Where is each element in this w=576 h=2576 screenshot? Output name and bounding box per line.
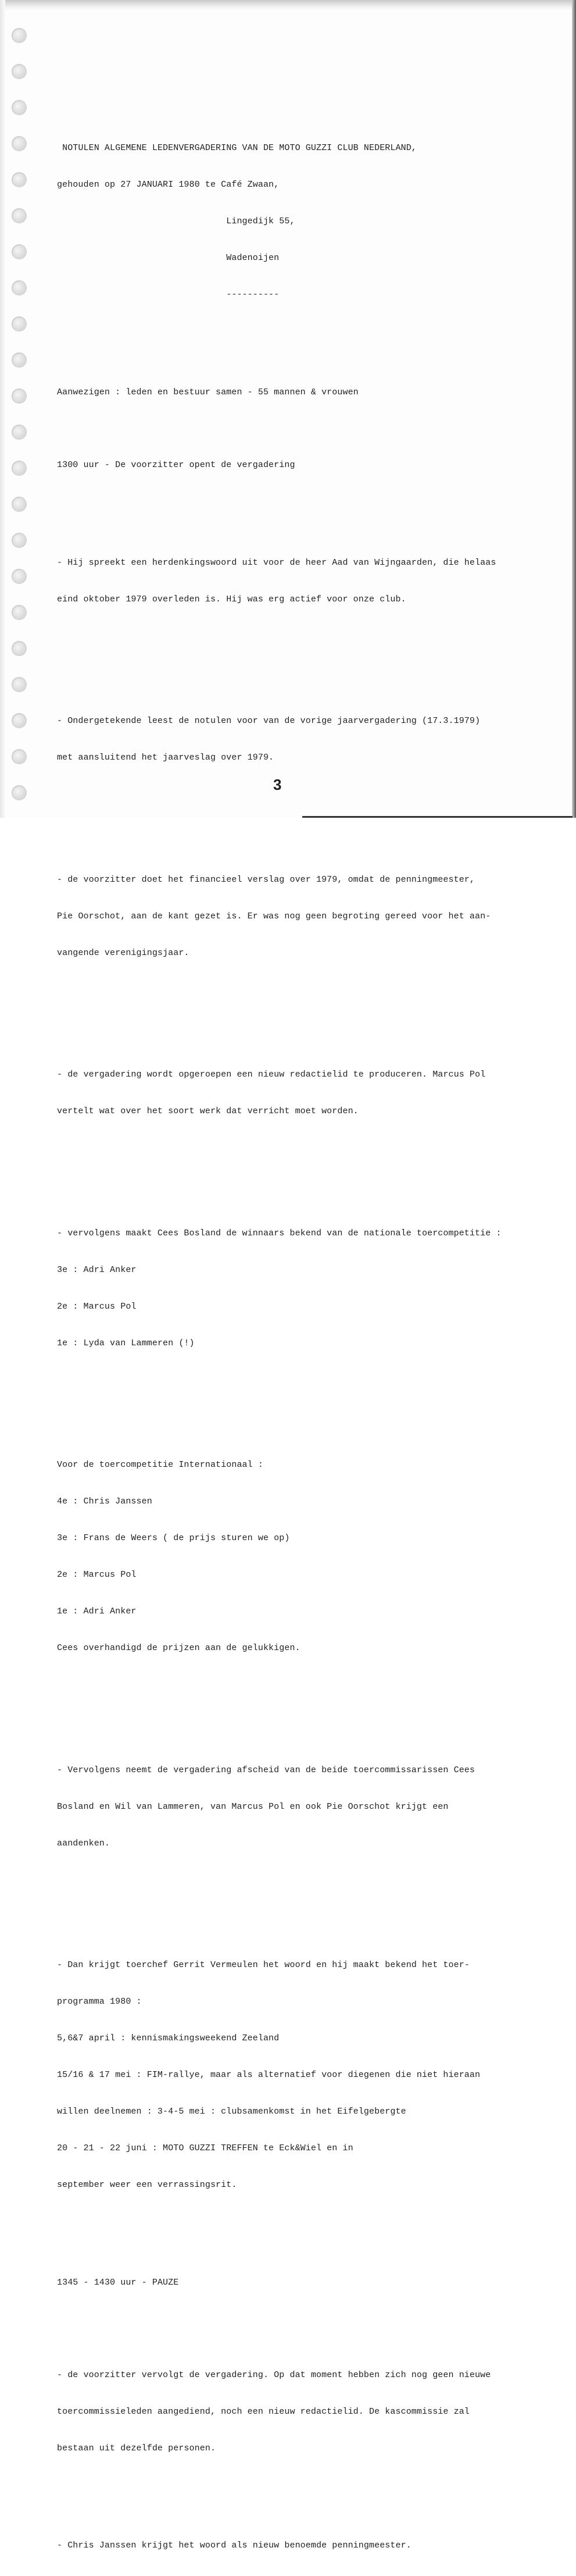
paragraph-line: Pie Oorschot, aan de kant gezet is. Er was nog geen begroting gereed voor het aan- — [57, 911, 491, 921]
minutes-paragraph — [57, 690, 563, 788]
heading-line: gehouden op 27 JANUARI 1980 te Café Zwaan, — [57, 180, 280, 190]
minutes-body — [57, 93, 563, 2576]
international-competition-list — [57, 1434, 563, 1679]
binder-hole — [12, 208, 27, 223]
binder-hole — [12, 785, 27, 800]
binder-hole — [12, 605, 27, 620]
binder-hole — [12, 713, 27, 728]
binder-hole — [12, 64, 27, 79]
paragraph-line: - de vergadering wordt opgeroepen een nieuw redactielid te produceren. Marcus Pol — [57, 1070, 486, 1079]
list-item: willen deelnemen : 3-4-5 mei : clubsamenkomst in het Eifelgebergte — [57, 2107, 406, 2117]
paragraph-line: - Hij spreekt een herdenkingswoord uit voor de heer Aad van Wijngaarden, die helaas — [57, 557, 496, 568]
paragraph-line: Bosland en Wil van Lammeren, van Marcus Pol en ook Pie Oorschot krijgt een — [57, 1801, 449, 1812]
national-competition-list — [57, 1203, 563, 1374]
paragraph-line: vertelt wat over het soort werk dat verricht moet worden. — [57, 1106, 359, 1116]
list-item: september weer een verrassingsrit. — [57, 2180, 237, 2190]
binder-hole — [12, 389, 27, 404]
list-item: 3e : Adri Anker — [57, 1264, 137, 1275]
page-number: 3 — [273, 776, 282, 793]
binder-hole — [12, 461, 27, 476]
list-item: 15/16 & 17 mei : FIM-rallye, maar als alternatief voor diegenen die niet hieraan — [57, 2070, 481, 2080]
attendance-line: Aanwezigen : leden en bestuur samen - 55 mannen & vrouwen — [57, 387, 359, 397]
heading-underline: ---------- — [57, 290, 280, 300]
paragraph-line: vangende verenigingsjaar. — [57, 947, 189, 958]
binder-hole — [12, 352, 27, 368]
binder-hole — [12, 172, 27, 187]
binder-hole — [12, 497, 27, 512]
list-item: 1e : Lyda van Lammeren (!) — [57, 1338, 195, 1348]
binder-hole — [12, 533, 27, 548]
break-line: 1345 - 1430 uur - PAUZE — [57, 2277, 179, 2288]
list-item: 2e : Marcus Pol — [57, 1301, 137, 1312]
scan-left-edge — [0, 0, 5, 818]
address-line: Lingedijk 55, — [57, 216, 295, 226]
paragraph-line: programma 1980 : — [57, 1997, 142, 2007]
scan-top-edge — [0, 0, 576, 10]
continuation-paragraph — [57, 2345, 563, 2479]
binder-hole — [12, 28, 27, 43]
binder-hole — [12, 136, 27, 151]
binder-hole — [12, 677, 27, 692]
binder-hole — [12, 280, 27, 295]
binder-hole — [12, 641, 27, 656]
editor-paragraph — [57, 1044, 563, 1142]
paragraph-line: - Ondergetekende leest de notulen voor van de vorige jaarvergadering (17.3.1979) — [57, 716, 481, 726]
tour-programme-paragraph — [57, 1934, 563, 2215]
financial-paragraph — [57, 849, 563, 984]
heading-line: NOTULEN ALGEMENE LEDENVERGADERING VAN DE MOTO GUZZI CLUB NEDERLAND, — [57, 143, 417, 153]
list-item: 4e : Chris Janssen — [57, 1497, 152, 1506]
treasurer-line: - Chris Janssen krijgt het woord als nieuw benoemde penningmeester. — [57, 2541, 412, 2550]
list-item: 1e : Adri Anker — [57, 1606, 137, 1616]
binder-hole — [12, 316, 27, 332]
paragraph-line: - de voorzitter doet het financieel verslag over 1979, omdat de penningmeester, — [57, 874, 475, 885]
paragraph-line: - Vervolgens neemt de vergadering afscheid van de beide toercommissarissen Cees — [57, 1765, 475, 1775]
paragraph-line: - de voorzitter vervolgt de vergadering. Op dat moment hebben zich nog geen nieuwe — [57, 2370, 491, 2380]
paragraph-line: eind oktober 1979 overleden is. Hij was erg actief voor onze club. — [57, 594, 406, 604]
binder-hole — [12, 100, 27, 115]
list-heading: Voor de toercompetitie Internationaal : — [57, 1460, 263, 1470]
paragraph-line: bestaan uit dezelfde personen. — [57, 2443, 216, 2453]
list-heading: - vervolgens maakt Cees Bosland de winnaars bekend van de nationale toercompetitie : — [57, 1228, 502, 1238]
scan-right-edge — [572, 0, 576, 818]
opening-line: 1300 uur - De voorzitter opent de vergadering — [57, 460, 295, 470]
list-item: 20 - 21 - 22 juni : MOTO GUZZI TREFFEN te Eck&Wiel en in — [57, 2143, 353, 2153]
paragraph-line: - Dan krijgt toerchef Gerrit Vermeulen het woord en hij maakt bekend het toer- — [57, 1960, 470, 1970]
paragraph-line: Cees overhandigd de prijzen aan de gelukkigen. — [57, 1643, 300, 1653]
paragraph-line: met aansluitend het jaarveslag over 1979. — [57, 753, 274, 763]
paragraph-line: toercommissieleden aangediend, noch een nieuw redactielid. De kascommissie zal — [57, 2406, 470, 2417]
binder-hole — [12, 425, 27, 440]
list-item: 2e : Marcus Pol — [57, 1570, 137, 1580]
list-item: 3e : Frans de Weers ( de prijs sturen we op) — [57, 1533, 290, 1543]
binder-hole — [12, 569, 27, 584]
binder-hole — [12, 244, 27, 259]
binder-hole — [12, 749, 27, 764]
paragraph-line: aandenken. — [57, 1838, 110, 1848]
farewell-paragraph — [57, 1740, 563, 1874]
binder-holes — [12, 28, 29, 821]
address-line: Wadenoijen — [57, 253, 280, 263]
list-item: 5,6&7 april : kennismakingsweekend Zeeland — [57, 2033, 280, 2043]
minutes-heading — [57, 117, 563, 325]
memorial-paragraph — [57, 532, 563, 630]
